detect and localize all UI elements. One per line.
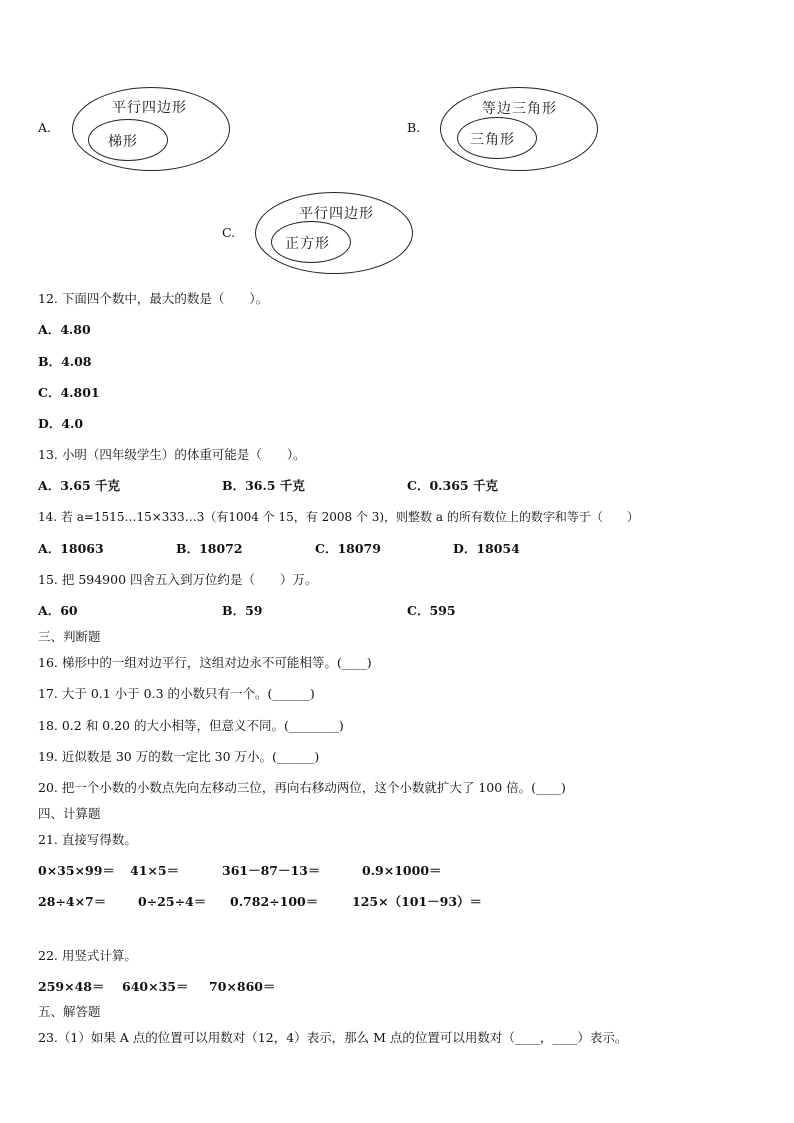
section-4-heading: 四、计算题 <box>38 806 101 821</box>
question-12-stem: 12. 下面四个数中，最大的数是（ ）。 <box>38 291 269 306</box>
q15-option-b[interactable]: B．59 <box>222 603 263 618</box>
q12-option-b[interactable]: B．4.08 <box>38 354 92 369</box>
question-15-stem: 15. 把 594900 四舍五入到万位约是（ ）万。 <box>38 572 318 587</box>
question-22-stem: 22. 用竖式计算。 <box>38 948 137 963</box>
section-3-heading: 三、判断题 <box>38 629 101 644</box>
outer-oval-label: 等边三角形 <box>482 101 557 117</box>
q14-option-d[interactable]: D．18054 <box>453 541 520 556</box>
question-21-stem: 21. 直接写得数。 <box>38 832 137 847</box>
q21-expression: 361－87－13＝ <box>222 863 321 878</box>
q22-expression: 70×860＝ <box>209 979 276 994</box>
q12-option-d[interactable]: D．4.0 <box>38 416 84 431</box>
option-a-letter: A. <box>38 120 52 135</box>
q13-option-c[interactable]: C．0.365 千克 <box>407 478 498 493</box>
inner-oval-label: 三角形 <box>470 132 515 148</box>
q21-expression: 28÷4×7＝ <box>38 894 107 909</box>
question-16: 16. 梯形中的一组对边平行，这组对边永不可能相等。(____) <box>38 655 372 670</box>
option-c-letter: C. <box>222 225 236 240</box>
question-14-stem: 14. 若 a=1515…15×333…3（有1004 个 15，有 2008 个 3)，则整数 a 的所有数位上的数字和等于（ ） <box>38 510 639 524</box>
q12-option-c[interactable]: C．4.801 <box>38 385 100 400</box>
q21-expression: 41×5＝ <box>130 863 180 878</box>
q14-option-a[interactable]: A．18063 <box>38 541 104 556</box>
q21-expression: 0.782÷100＝ <box>230 894 319 909</box>
question-19: 19. 近似数是 30 万的数一定比 30 万小。(______) <box>38 749 320 764</box>
q14-option-b[interactable]: B．18072 <box>176 541 243 556</box>
inner-oval-label: 正方形 <box>285 236 330 252</box>
outer-oval-label: 平行四边形 <box>112 100 187 116</box>
q13-option-a[interactable]: A．3.65 千克 <box>38 478 120 493</box>
question-13-stem: 13. 小明（四年级学生）的体重可能是（ ）。 <box>38 447 306 462</box>
option-b-letter: B. <box>407 120 421 135</box>
section-5-heading: 五、解答题 <box>38 1004 101 1019</box>
q13-option-b[interactable]: B．36.5 千克 <box>222 478 305 493</box>
q21-expression: 125×（101－93）＝ <box>352 894 483 909</box>
q21-expression: 0×35×99＝ <box>38 863 115 878</box>
q15-option-c[interactable]: C．595 <box>407 603 456 618</box>
q15-option-a[interactable]: A．60 <box>38 603 78 618</box>
q22-expression: 640×35＝ <box>122 979 189 994</box>
q12-option-a[interactable]: A．4.80 <box>38 322 91 337</box>
inner-oval-label: 梯形 <box>108 134 138 150</box>
q22-expression: 259×48＝ <box>38 979 105 994</box>
question-23: 23.（1）如果 A 点的位置可以用数对（12，4）表示，那么 M 点的位置可以用数对（____，____）表示。 <box>38 1030 628 1045</box>
q14-option-c[interactable]: C．18079 <box>315 541 381 556</box>
q21-expression: 0÷25÷4＝ <box>138 894 207 909</box>
question-18: 18. 0.2 和 0.20 的大小相等，但意义不同。(________) <box>38 718 344 733</box>
outer-oval-label: 平行四边形 <box>299 206 374 222</box>
question-17: 17. 大于 0.1 小于 0.3 的小数只有一个。(______) <box>38 686 315 701</box>
question-20: 20. 把一个小数的小数点先向左移动三位，再向右移动两位，这个小数就扩大了 100 倍。(____) <box>38 780 566 795</box>
q21-expression: 0.9×1000＝ <box>362 863 442 878</box>
